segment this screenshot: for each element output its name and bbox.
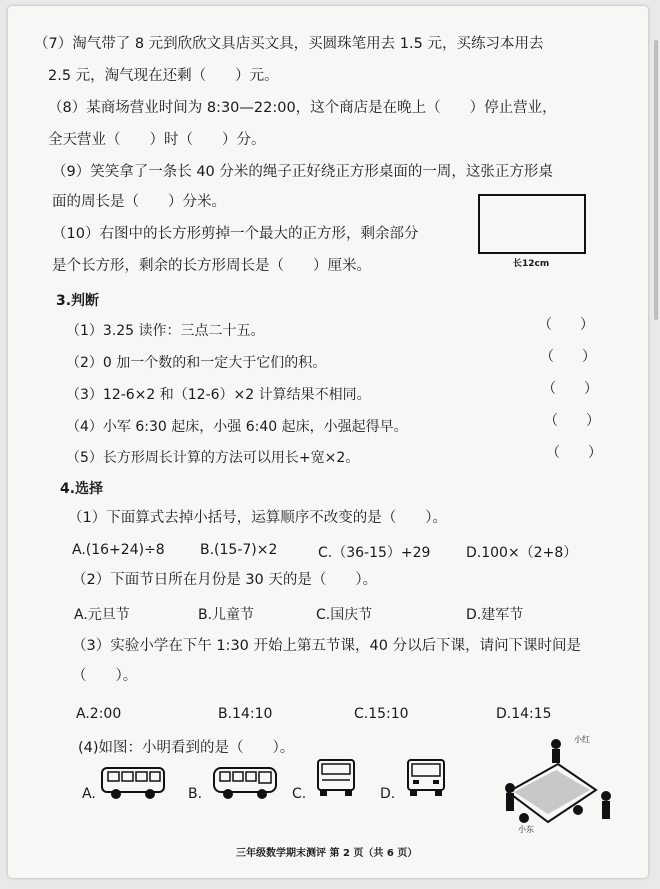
choice2-option-a[interactable]: A.元旦节 xyxy=(74,607,130,623)
judge-bracket-5[interactable]: （ ） xyxy=(546,445,602,461)
q9-line2: 面的周长是（ ）分米。 xyxy=(52,194,226,210)
choice4-option-a[interactable]: A. xyxy=(82,786,96,802)
judge-bracket-4[interactable]: （ ） xyxy=(544,413,600,429)
q8-line1: （8）某商场营业时间为 8:30—22:00，这个商店是在晚上（ ）停止营业， xyxy=(48,100,557,116)
choice3-option-c[interactable]: C.15:10 xyxy=(354,706,409,722)
judge-item-3: （3）12-6×2 和（12-6）×2 计算结果不相同。 xyxy=(66,387,371,403)
bus-side-view-icon-a xyxy=(100,764,170,804)
q7-line2: 2.5 元，淘气现在还剩（ ）元。 xyxy=(48,68,279,84)
q10-line1: （10）右图中的长方形剪掉一个最大的正方形，剩余部分 xyxy=(52,226,419,242)
judge-item-4: （4）小军 6:30 起床，小强 6:40 起床，小强起得早。 xyxy=(66,419,408,435)
q10-line2: 是个长方形，剩余的长方形周长是（ ）厘米。 xyxy=(52,258,371,274)
judge-item-1: （1）3.25 读作：三点二十五。 xyxy=(66,323,265,339)
choice4-option-b[interactable]: B. xyxy=(188,786,203,802)
judge-item-2: （2）0 加一个数的和一定大于它们的积。 xyxy=(66,355,327,371)
section-choice-title: 4.选择 xyxy=(60,481,104,497)
q7-line1: （7）淘气带了 8 元到欣欣文具店买文具，买圆珠笔用去 1.5 元，买练习本用去 xyxy=(34,36,544,52)
choice4-question: (4)如图：小明看到的是（ ）。 xyxy=(78,740,295,756)
choice3-option-b[interactable]: B.14:10 xyxy=(218,706,273,722)
choice1-question: （1）下面算式去掉小括号，运算顺序不改变的是（ ）。 xyxy=(68,510,447,526)
choice4-option-d[interactable]: D. xyxy=(380,786,396,802)
judge-bracket-2[interactable]: （ ） xyxy=(540,349,596,365)
bus-front-view-icon-c xyxy=(314,756,358,800)
choice1-option-d[interactable]: D.100×（2+8） xyxy=(466,545,578,561)
section-judge-title: 3.判断 xyxy=(56,293,100,309)
bus-with-children-scene xyxy=(494,730,624,840)
rectangle-figure xyxy=(478,194,586,254)
choice1-option-a[interactable]: A.(16+24)÷8 xyxy=(72,542,165,558)
bus-side-view-icon-b xyxy=(212,764,282,804)
choice4-option-c[interactable]: C. xyxy=(292,786,307,802)
q8-line2: 全天营业（ ）时（ ）分。 xyxy=(48,132,266,148)
judge-item-5: （5）长方形周长计算的方法可以用长+宽×2。 xyxy=(66,450,360,466)
choice2-option-c[interactable]: C.国庆节 xyxy=(316,607,373,623)
choice3-question-line1: （3）实验小学在下午 1:30 开始上第五节课，40 分以后下课，请问下课时间是 xyxy=(72,638,582,654)
choice1-option-c[interactable]: C.（36-15）+29 xyxy=(318,545,431,561)
choice3-option-d[interactable]: D.14:15 xyxy=(496,706,552,722)
scene-label-bottom: 小东 xyxy=(518,825,534,834)
judge-bracket-3[interactable]: （ ） xyxy=(542,381,598,397)
q9-line1: （9）笑笑拿了一条长 40 分米的绳子正好绕正方形桌面的一周，这张正方形桌 xyxy=(52,164,553,180)
scene-label-top: 小红 xyxy=(574,735,590,744)
choice3-option-a[interactable]: A.2:00 xyxy=(76,706,122,722)
choice1-option-b[interactable]: B.(15-7)×2 xyxy=(200,542,278,558)
bus-rear-view-icon-d xyxy=(404,756,448,800)
choice3-question-line2: （ ）。 xyxy=(72,668,138,684)
judge-bracket-1[interactable]: （ ） xyxy=(538,317,594,333)
choice2-option-d[interactable]: D.建军节 xyxy=(466,607,524,623)
choice2-option-b[interactable]: B.儿童节 xyxy=(198,607,255,623)
choice2-question: （2）下面节日所在月份是 30 天的是（ ）。 xyxy=(72,572,378,588)
rectangle-length-label: 长12cm xyxy=(513,259,550,269)
scrollbar[interactable] xyxy=(654,40,658,320)
page-footer: 三年级数学期末测评 第 2 页（共 6 页） xyxy=(236,848,418,859)
exam-page xyxy=(8,6,648,878)
